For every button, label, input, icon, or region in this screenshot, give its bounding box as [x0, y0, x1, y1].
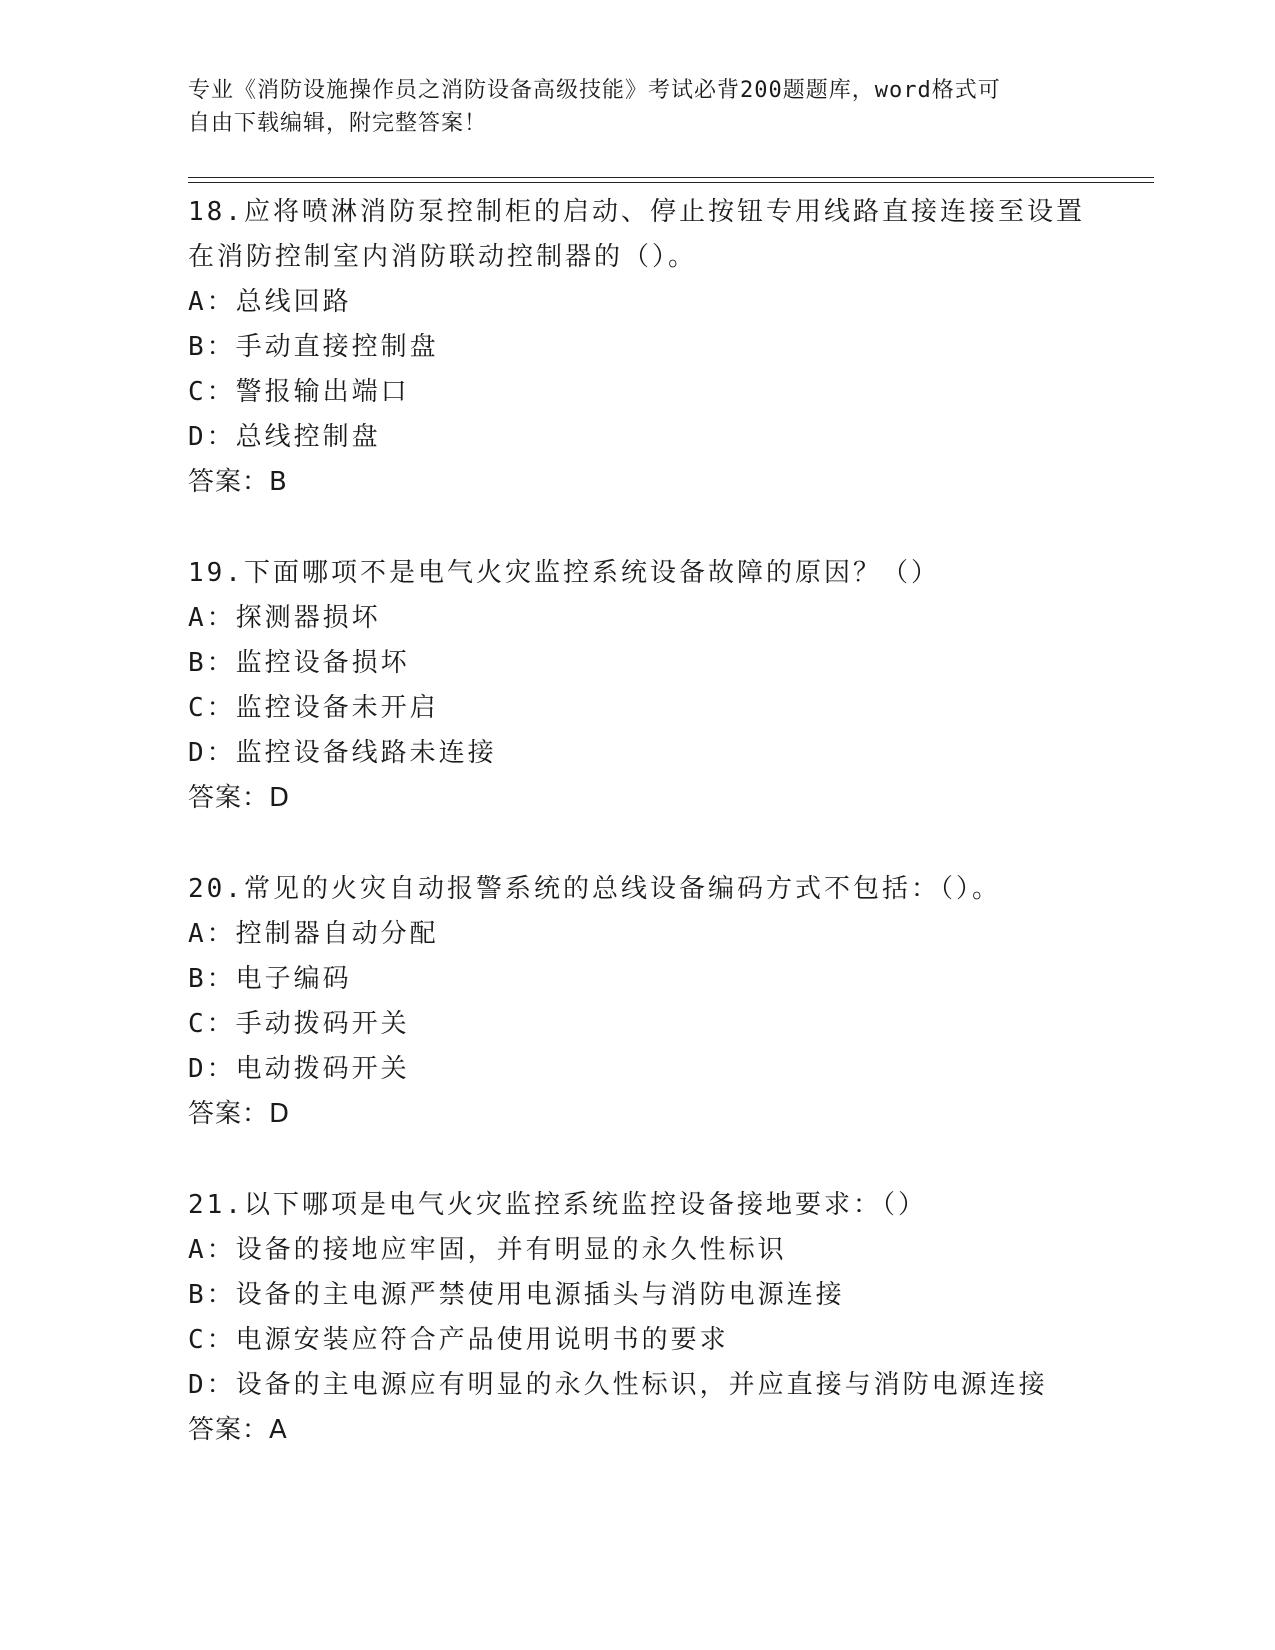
header-divider-top — [188, 177, 1154, 178]
answer-value: A — [269, 1415, 288, 1445]
option-letter: D： — [188, 1370, 236, 1400]
question-stem — [188, 190, 1148, 280]
option-c — [188, 1318, 1148, 1363]
option-d — [188, 731, 1148, 776]
document-header — [188, 74, 1068, 140]
question-stem-line-1: 21.以下哪项是电气火灾监控系统监控设备接地要求：（） — [188, 1190, 927, 1220]
option-a — [188, 1228, 1148, 1273]
question-stem-line-2: 在消防控制室内消防联动控制器的（）。 — [188, 242, 698, 272]
option-a — [188, 280, 1148, 325]
option-letter: C： — [188, 377, 236, 407]
header-line-1: 专业《消防设施操作员之消防设备高级技能》考试必背200题题库，word格式可 — [188, 78, 1001, 103]
header-line-2: 自由下载编辑，附完整答案！ — [188, 111, 488, 136]
option-letter: A： — [188, 603, 236, 633]
option-d — [188, 1047, 1148, 1092]
answer-label: 答案： — [188, 1099, 270, 1129]
option-text: 电子编码 — [235, 964, 352, 994]
option-text: 设备的接地应牢固，并有明显的永久性标识 — [235, 1235, 787, 1265]
option-text: 设备的主电源严禁使用电源插头与消防电源连接 — [235, 1280, 845, 1310]
option-letter: A： — [188, 1235, 236, 1265]
option-text: 手动拨码开关 — [235, 1009, 410, 1039]
option-text: 手动直接控制盘 — [235, 332, 439, 362]
option-text: 监控设备未开启 — [235, 693, 439, 723]
option-text: 监控设备损坏 — [235, 648, 410, 678]
option-text: 电源安装应符合产品使用说明书的要求 — [235, 1325, 729, 1355]
option-d — [188, 415, 1148, 460]
answer-label: 答案： — [188, 1415, 270, 1445]
option-a — [188, 596, 1148, 641]
option-a — [188, 912, 1148, 957]
option-letter: D： — [188, 422, 236, 452]
question-21 — [188, 1183, 1148, 1453]
option-letter: A： — [188, 287, 236, 317]
option-text: 总线控制盘 — [235, 422, 381, 452]
question-stem-line-1: 20.常见的火灾自动报警系统的总线设备编码方式不包括：（）。 — [188, 874, 1001, 904]
option-text: 总线回路 — [235, 287, 352, 317]
option-letter: D： — [188, 1054, 236, 1084]
option-text: 设备的主电源应有明显的永久性标识，并应直接与消防电源连接 — [235, 1370, 1048, 1400]
question-20 — [188, 867, 1148, 1137]
question-stem-line-1: 19.下面哪项不是电气火灾监控系统设备故障的原因？（） — [188, 558, 940, 588]
option-b — [188, 641, 1148, 686]
question-18 — [188, 190, 1148, 505]
option-c — [188, 686, 1148, 731]
option-letter: A： — [188, 919, 236, 949]
answer-line — [188, 1408, 1148, 1453]
option-text: 探测器损坏 — [235, 603, 381, 633]
option-text: 控制器自动分配 — [235, 919, 439, 949]
option-letter: B： — [188, 332, 236, 362]
option-b — [188, 957, 1148, 1002]
option-text: 电动拨码开关 — [235, 1054, 410, 1084]
question-stem-line-1: 18.应将喷淋消防泵控制柜的启动、停止按钮专用线路直接连接至设置 — [188, 197, 1085, 227]
option-b — [188, 325, 1148, 370]
option-letter: B： — [188, 964, 236, 994]
answer-label: 答案： — [188, 783, 270, 813]
option-text: 警报输出端口 — [235, 377, 410, 407]
question-stem — [188, 1183, 1148, 1228]
option-letter: B： — [188, 648, 236, 678]
answer-value: B — [269, 467, 288, 497]
option-b — [188, 1273, 1148, 1318]
option-letter: C： — [188, 1325, 236, 1355]
question-stem — [188, 551, 1148, 596]
header-divider-bottom — [188, 182, 1154, 183]
option-text: 监控设备线路未连接 — [235, 738, 497, 768]
question-stem — [188, 867, 1148, 912]
option-letter: B： — [188, 1280, 236, 1310]
option-letter: C： — [188, 1009, 236, 1039]
answer-line — [188, 460, 1148, 505]
question-list — [188, 190, 1148, 1499]
answer-line — [188, 1092, 1148, 1137]
answer-value: D — [269, 1099, 291, 1129]
answer-line — [188, 776, 1148, 821]
question-19 — [188, 551, 1148, 821]
option-c — [188, 370, 1148, 415]
answer-value: D — [269, 783, 291, 813]
option-letter: C： — [188, 693, 236, 723]
answer-label: 答案： — [188, 467, 270, 497]
option-d — [188, 1363, 1148, 1408]
option-letter: D： — [188, 738, 236, 768]
option-c — [188, 1002, 1148, 1047]
